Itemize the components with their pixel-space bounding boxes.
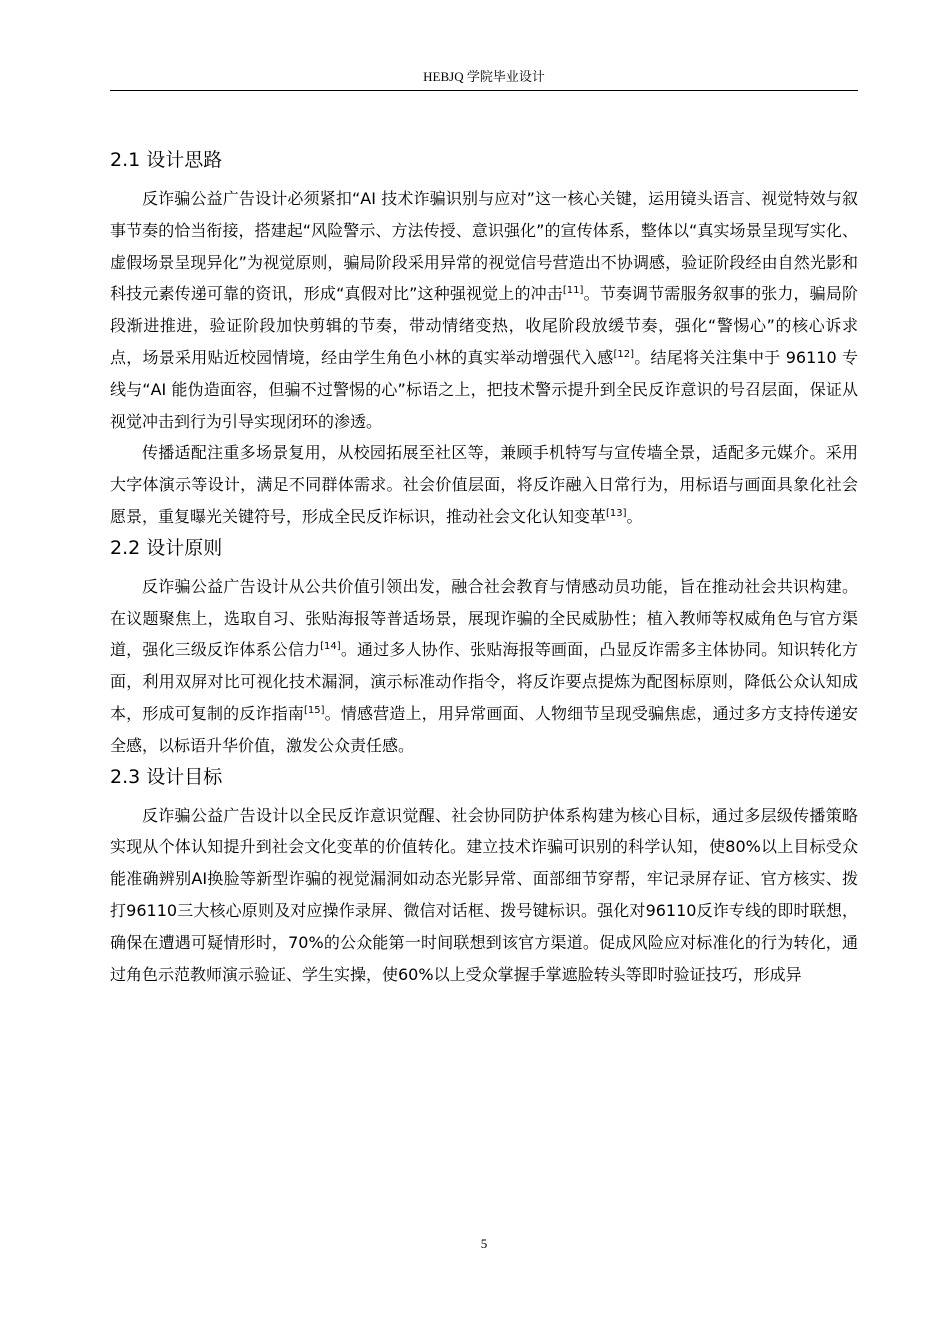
citation: [15] <box>303 704 325 716</box>
body-paragraph <box>110 800 858 991</box>
paragraph-text: 。 <box>626 506 643 526</box>
citation: [11] <box>562 285 584 297</box>
paragraph-text: 。情感营造上，用异常画面、人物细节呈现受骗焦虑，通过多方支持传递安全感，以标语升华价值，激发公众责任感。 <box>110 703 858 755</box>
page-number: 5 <box>480 1236 488 1251</box>
citation: [14] <box>320 641 341 653</box>
paragraph-text: 。结尾将关注集中于 96110 专线与“AI 能伪造面容，但骗不过警惕的心”标语之上，把技术警示提升到全民反诈意识的号召层面，保证从视觉冲击到行为引导实现闭环的渗透。 <box>110 347 858 431</box>
section-design-idea <box>110 145 858 533</box>
paragraph-text: 传播适配注重多场景复用，从校园拓展至社区等，兼顾手机特写与宣传墙全景，适配多元媒介。采用大字体演示等设计，满足不同群体需求。社会价值层面，将反诈融入日常行为，用标语与画面具象化社会愿景，重复曝光关键符号，形成全民反诈标识，推动社会文化认知变革 <box>110 443 858 526</box>
paragraph-text: 。节奏调节需服务叙事的张力，骗局阶段渐进推进，验证阶段加快剪辑的节奏，带动情绪变热，收尾阶段放缓节奏，强化“警惕心”的核心诉求点，场景采用贴近校园情境，经由学生角色小林的真实举动增强代入感 <box>110 284 858 367</box>
citation: [13] <box>606 507 627 519</box>
paragraph-text: 反诈骗公益广告设计必须紧扣“AI 技术诈骗识别与应对”这一核心关键，运用镜头语言、视觉特效与叙事节奏的恰当衔接，搭建起“风险警示、方法传授、意识强化”的宣传体系，整体以“真实场景呈现写实化、虚假场景呈现异化”为视觉原则，骗局阶段采用异常的视觉信号营造出不协调感，验证阶段经由自然光影和科技元素传递可靠的资讯，形成“真假对比”这种强视觉上的冲击 <box>110 189 858 304</box>
section-heading: 2.1 设计思路 <box>110 149 223 171</box>
paragraph-text: 。通过多人协作、张贴海报等画面，凸显反诈需多主体协同。知识转化方面，利用双屏对比可视化技术漏洞，演示标准动作指令，将反诈要点提炼为配图标原则，降低公众认知成本，形成可复制的反诈指南 <box>110 640 858 723</box>
body-paragraph <box>110 437 858 532</box>
section-heading: 2.2 设计原则 <box>110 536 223 559</box>
body-paragraph <box>110 183 858 437</box>
section-design-goals <box>110 762 858 991</box>
section-design-principles <box>110 533 858 762</box>
body-paragraph <box>110 571 858 762</box>
citation: [12] <box>613 348 635 360</box>
running-header: HEBJQ 学院毕业设计 <box>110 66 858 91</box>
section-heading: 2.3 设计目标 <box>110 765 223 788</box>
paragraph-text: 反诈骗公益广告设计从公共价值引领出发，融合社会教育与情感动员功能，旨在推动社会共识构建。在议题聚焦上，选取自习、张贴海报等普适场景，展现诈骗的全民威胁性；植入教师等权威角色与官方渠道，强化三级反诈体系公信力 <box>110 576 858 660</box>
page-body <box>110 145 858 990</box>
paragraph-text: 反诈骗公益广告设计以全民反诈意识觉醒、社会协同防护体系构建为核心目标，通过多层级传播策略实现从个体认知提升到社会文化变革的价值转化。建立技术诈骗可识别的科学认知，使80%以上目标受众能准确辨别AI换脸等新型诈骗的视觉漏洞如动态光影异常、面部细节穿帮，牢记录屏存证、官方核实、拨打96110三大核心原则及对应操作录屏、微信对话框、拨号键标识。强化对96110反诈专线的即时联想，确保在遭遇可疑情形时，70%的公众能第一时间联想到该官方渠道。促成风险应对标准化的行为转化，通过角色示范教师演示验证、学生实操，使60%以上受众掌握手掌遮脸转头等即时验证技巧，形成异 <box>110 805 858 984</box>
